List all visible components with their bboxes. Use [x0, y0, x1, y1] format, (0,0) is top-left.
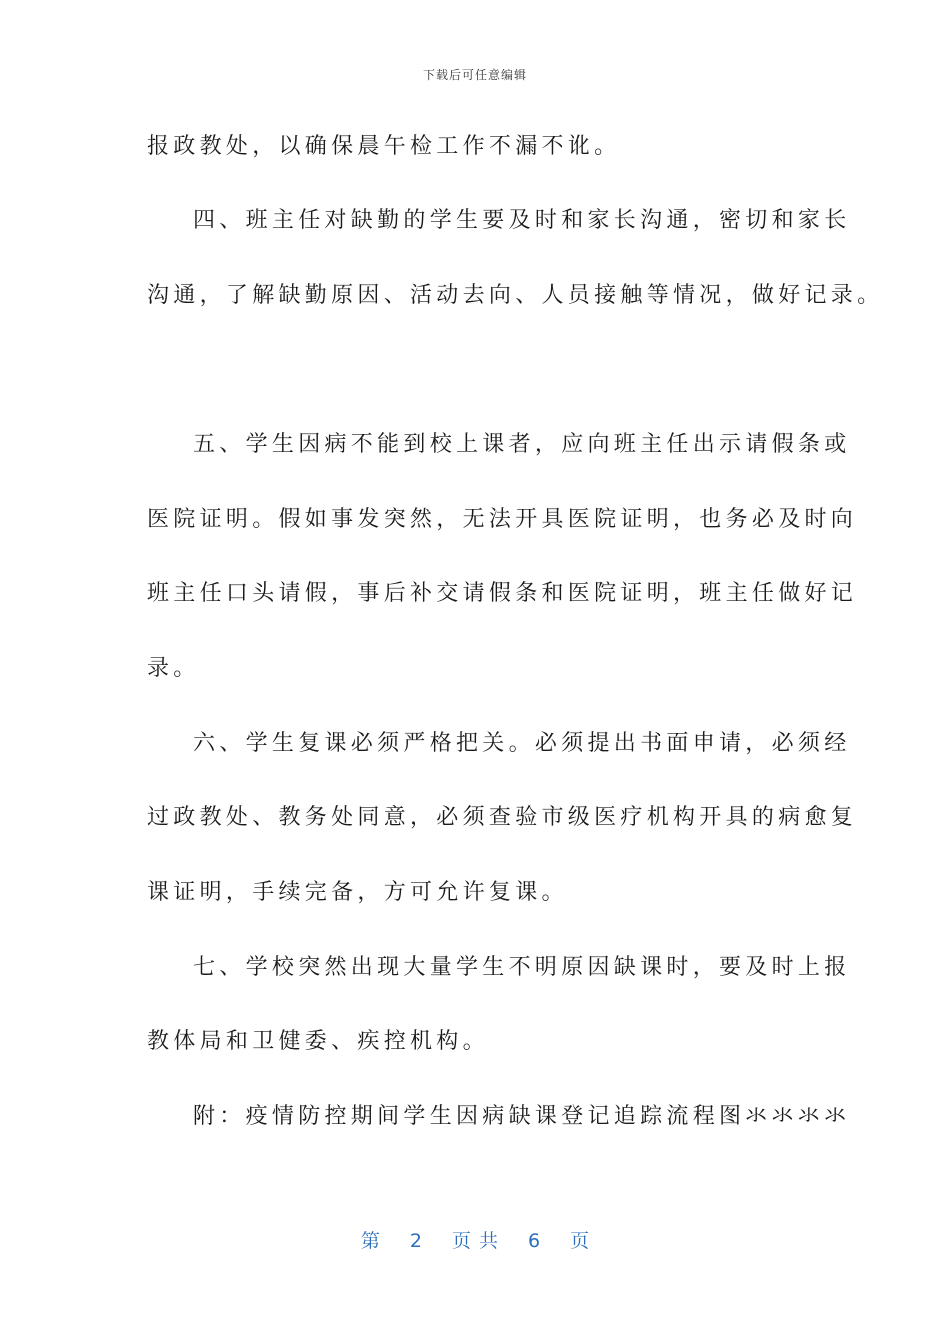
body-line: 七、学校突然出现大量学生不明原因缺课时，要及时上报	[193, 955, 851, 980]
footer-total-pages: 6	[528, 1230, 541, 1252]
footer-middle: 页共	[451, 1230, 506, 1252]
body-line: 医院证明。假如事发突然，无法开具医院证明，也务必及时向	[147, 507, 858, 532]
body-line: 五、学生因病不能到校上课者，应向班主任出示请假条或	[193, 432, 851, 457]
body-line: 附：疫情防控期间学生因病缺课登记追踪流程图氺氺氺氺	[193, 1104, 851, 1129]
body-line: 课证明，手续完备，方可允许复课。	[147, 880, 568, 905]
body-line: 教体局和卫健委、疾控机构。	[147, 1029, 489, 1054]
body-line: 报政教处，以确保晨午检工作不漏不讹。	[147, 134, 621, 159]
body-line: 录。	[147, 656, 200, 681]
footer-prefix: 第	[360, 1230, 380, 1252]
footer-suffix: 页	[570, 1230, 590, 1252]
page-header: 下载后可任意编辑	[422, 68, 527, 82]
body-line: 六、学生复课必须严格把关。必须提出书面申请，必须经	[193, 731, 851, 756]
body-line: 四、班主任对缺勤的学生要及时和家长沟通，密切和家长	[193, 208, 851, 233]
body-line: 班主任口头请假，事后补交请假条和医院证明，班主任做好记	[147, 581, 858, 606]
footer-current-page: 2	[409, 1230, 422, 1252]
body-line: 过政教处、教务处同意，必须查验市级医疗机构开具的病愈复	[147, 805, 858, 830]
body-line: 沟通，了解缺勤原因、活动去向、人员接触等情况，做好记录。	[147, 283, 884, 308]
page-footer	[0, 1226, 950, 1253]
